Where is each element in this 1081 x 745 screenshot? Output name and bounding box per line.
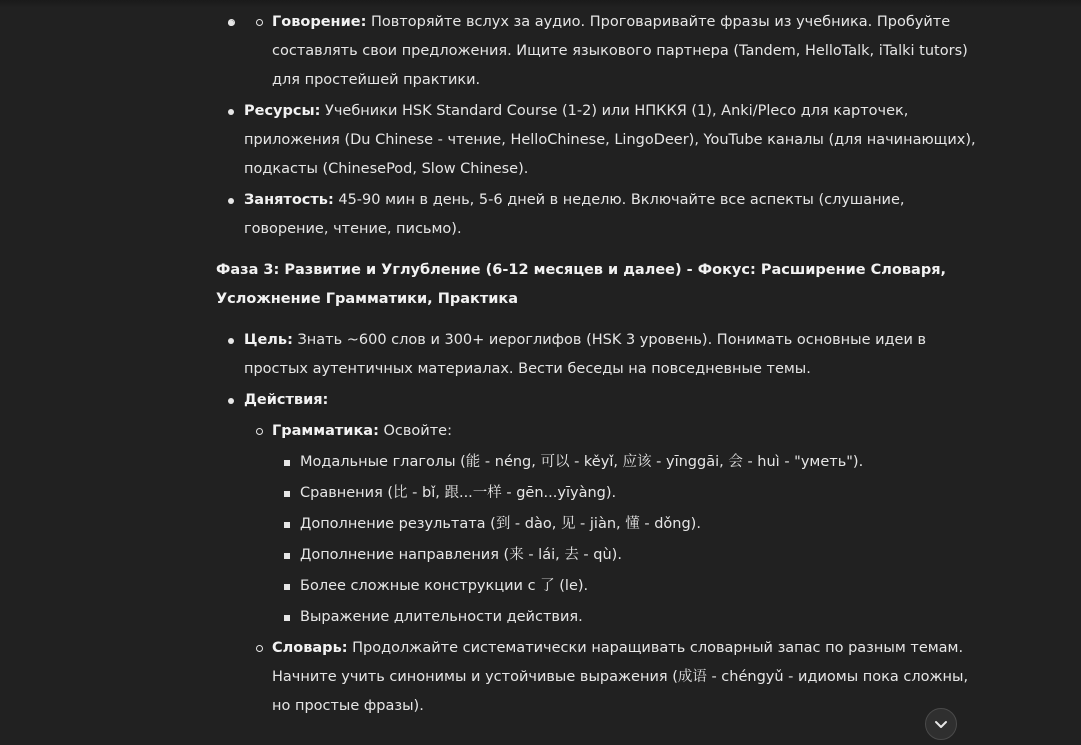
grammar-item: Выражение длительности действия. — [272, 603, 976, 632]
goal-text: Знать ~600 слов и 300+ иероглифов (HSK 3 уровень). Понимать основные идеи в простых аутентичных материалах. Вести беседы на повседневные темы. — [244, 332, 927, 377]
resources-text: Учебники HSK Standard Course (1-2) или НПККЯ (1), Anki/Pleco для карточек, приложения (Du Chinese - чтение, HelloChinese, LingoDeer), YouTube каналы (для начинающих), подкасты (ChinesePod, Slow Chinese). — [244, 103, 976, 177]
list-item-resources — [216, 97, 976, 184]
time-label: Занятость: — [244, 192, 334, 208]
grammar-item: Модальные глаголы (能 - néng, 可以 - kěyǐ, 应该 - yīnggāi, 会 - huì - "уметь"). — [272, 448, 976, 477]
list-item-actions — [216, 386, 976, 721]
grammar-item: Более сложные конструкции с 了 (le). — [272, 572, 976, 601]
speaking-label: Говорение: — [272, 14, 367, 30]
grammar-sublist — [272, 448, 976, 632]
list-item-speaking — [216, 8, 976, 95]
chevron-down-icon — [933, 716, 949, 732]
resources-label: Ресурсы: — [244, 103, 321, 119]
grammar-item: Дополнение направления (来 - lái, 去 - qù). — [272, 541, 976, 570]
list-item-vocab — [244, 634, 976, 721]
actions-sublist — [244, 417, 976, 721]
list-item-goal — [216, 326, 976, 384]
grammar-item: Сравнения (比 - bǐ, 跟...一样 - gēn...yīyàng). — [272, 479, 976, 508]
list-item — [216, 8, 976, 95]
grammar-text: Освойте: — [378, 423, 452, 439]
top-fade — [0, 0, 1081, 8]
grammar-item: Дополнение результата (到 - dào, 见 - jiàn, 懂 - dǒng). — [272, 510, 976, 539]
grammar-label: Грамматика: — [272, 423, 379, 439]
chat-message-content — [216, 0, 976, 723]
list-item-time — [216, 186, 976, 244]
speaking-text: Повторяйте вслух за аудио. Проговаривайте фразы из учебника. Пробуйте составлять свои предложения. Ищите языкового партнера (Tandem, HelloTalk, iTalki tutors) для простейшей практики. — [272, 14, 968, 88]
goal-label: Цель: — [244, 332, 293, 348]
actions-label: Действия: — [244, 392, 329, 408]
phase2-list — [216, 8, 976, 244]
phase3-list — [216, 326, 976, 721]
vocab-text: Продолжайте систематически наращивать словарный запас по разным темам. Начните учить синонимы и устойчивые выражения (成语 - chéngyǔ - идиомы пока сложны, но простые фразы). — [272, 640, 969, 714]
phase3-heading: Фаза 3: Развитие и Углубление (6-12 месяцев и далее) - Фокус: Расширение Словаря, Усложнение Грамматики, Практика — [216, 262, 947, 307]
phase2-actions-sublist — [216, 8, 976, 95]
list-item-grammar — [244, 417, 976, 632]
hollow-bullet — [256, 19, 263, 26]
vocab-label: Словарь: — [272, 640, 348, 656]
scroll-to-bottom-button[interactable] — [925, 708, 957, 740]
time-text: 45-90 мин в день, 5-6 дней в неделю. Включайте все аспекты (слушание, говорение, чтение, письмо). — [244, 192, 905, 237]
